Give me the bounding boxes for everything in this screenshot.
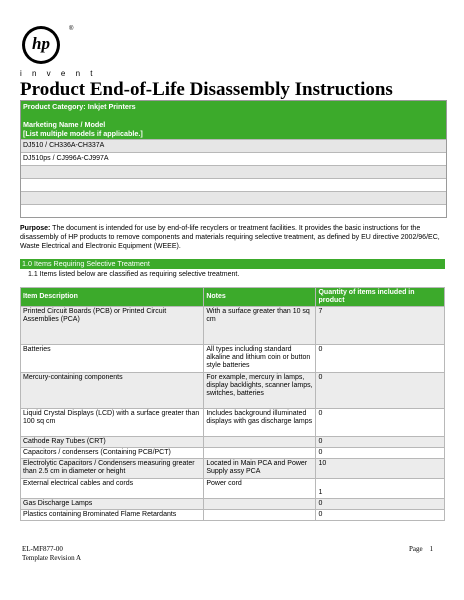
template-revision: Template Revision A [22,554,82,562]
table-row [21,373,445,409]
item-description: Liquid Crystal Displays (LCD) with a surface greater than 100 sq cm [21,409,204,437]
category-line: Product Category: Inkjet Printers [23,102,136,111]
page-label: Page [409,545,423,553]
item-notes [204,510,316,521]
column-header: Notes [204,288,316,307]
table-row [21,409,445,437]
table-header-row [21,288,445,307]
category-line: [List multiple models if applicable.] [23,129,143,138]
model-row [21,178,446,191]
page-title: Product End-of-Life Disassembly Instructions [20,79,393,100]
item-description: Printed Circuit Boards (PCB) or Printed Circuit Assemblies (PCA) [21,307,204,345]
item-notes: Power cord [204,479,316,499]
item-quantity: 0 [316,409,445,437]
item-description: Gas Discharge Lamps [21,499,204,510]
item-notes: With a surface greater than 10 sq cm [204,307,316,345]
item-notes: All types including standard alkaline and lithium coin or button style batteries [204,345,316,373]
table-row [21,448,445,459]
item-notes [204,499,316,510]
purpose-paragraph [20,224,445,251]
item-quantity: 0 [316,437,445,448]
item-description: External electrical cables and cords [21,479,204,499]
category-header [21,101,446,139]
item-notes: For example, mercury in lamps, display backlights, scanner lamps, switches, batteries [204,373,316,409]
logo-text: hp [32,34,50,53]
category-line [23,111,444,120]
page-number: 1 [429,545,434,553]
column-header: Item Description [21,288,204,307]
item-quantity: 0 [316,499,445,510]
item-notes [204,437,316,448]
table-row [21,345,445,373]
item-notes [204,448,316,459]
model-row [21,191,446,204]
section-subheading: 1.1 Items listed below are classified as requiring selective treatment. [28,271,240,278]
column-header: Quantity of items included in product [316,288,445,307]
item-description: Batteries [21,345,204,373]
item-description: Capacitors / condensers (Containing PCB/PCT) [21,448,204,459]
selective-treatment-table [20,287,445,521]
section-heading: 1.0 Items Requiring Selective Treatment [20,259,445,269]
registered-mark: ® [69,26,74,32]
item-description: Electrolytic Capacitors / Condensers measuring greater than 2.5 cm in diameter or height [21,459,204,479]
item-quantity: 0 [316,510,445,521]
item-quantity: 10 [316,459,445,479]
footer-left [22,545,81,563]
model-row: DJ510 / CH336A-CH337A [21,139,446,152]
item-notes: Includes background illuminated displays with gas discharge lamps [204,409,316,437]
item-description: Mercury-containing components [21,373,204,409]
footer-page [409,545,433,553]
table-row [21,437,445,448]
item-quantity: 0 [316,448,445,459]
table-row [21,510,445,521]
purpose-label: Purpose: [20,225,51,232]
table-row [21,479,445,499]
model-row [21,165,446,178]
item-quantity: 7 [316,307,445,345]
item-description: Cathode Ray Tubes (CRT) [21,437,204,448]
product-category-box [20,100,447,218]
hp-logo [22,26,60,64]
item-quantity: 0 [316,345,445,373]
table-row [21,459,445,479]
model-row [21,204,446,217]
model-row: DJ510ps / CJ996A-CJ997A [21,152,446,165]
document-id: EL-MF877-00 [22,545,63,553]
table-row [21,499,445,510]
item-description: Plastics containing Brominated Flame Retardants [21,510,204,521]
quantity-value: 1 [318,489,323,496]
purpose-text: The document is intended for use by end-of-life recyclers or treatment facilities. It provides the basic instructions for the disassembly of HP products to remove components and materials requiring selective treatment, as defined by EU directive 2002/96/EC, Waste Electrical and Electronic Equipment (WEEE). [20,225,440,250]
table-row [21,307,445,345]
item-quantity: 0 [316,373,445,409]
category-line: Marketing Name / Model [23,120,106,129]
item-quantity [316,479,445,499]
tagline: i n v e n t [20,69,97,78]
item-notes: Located in Main PCA and Power Supply assy PCA [204,459,316,479]
